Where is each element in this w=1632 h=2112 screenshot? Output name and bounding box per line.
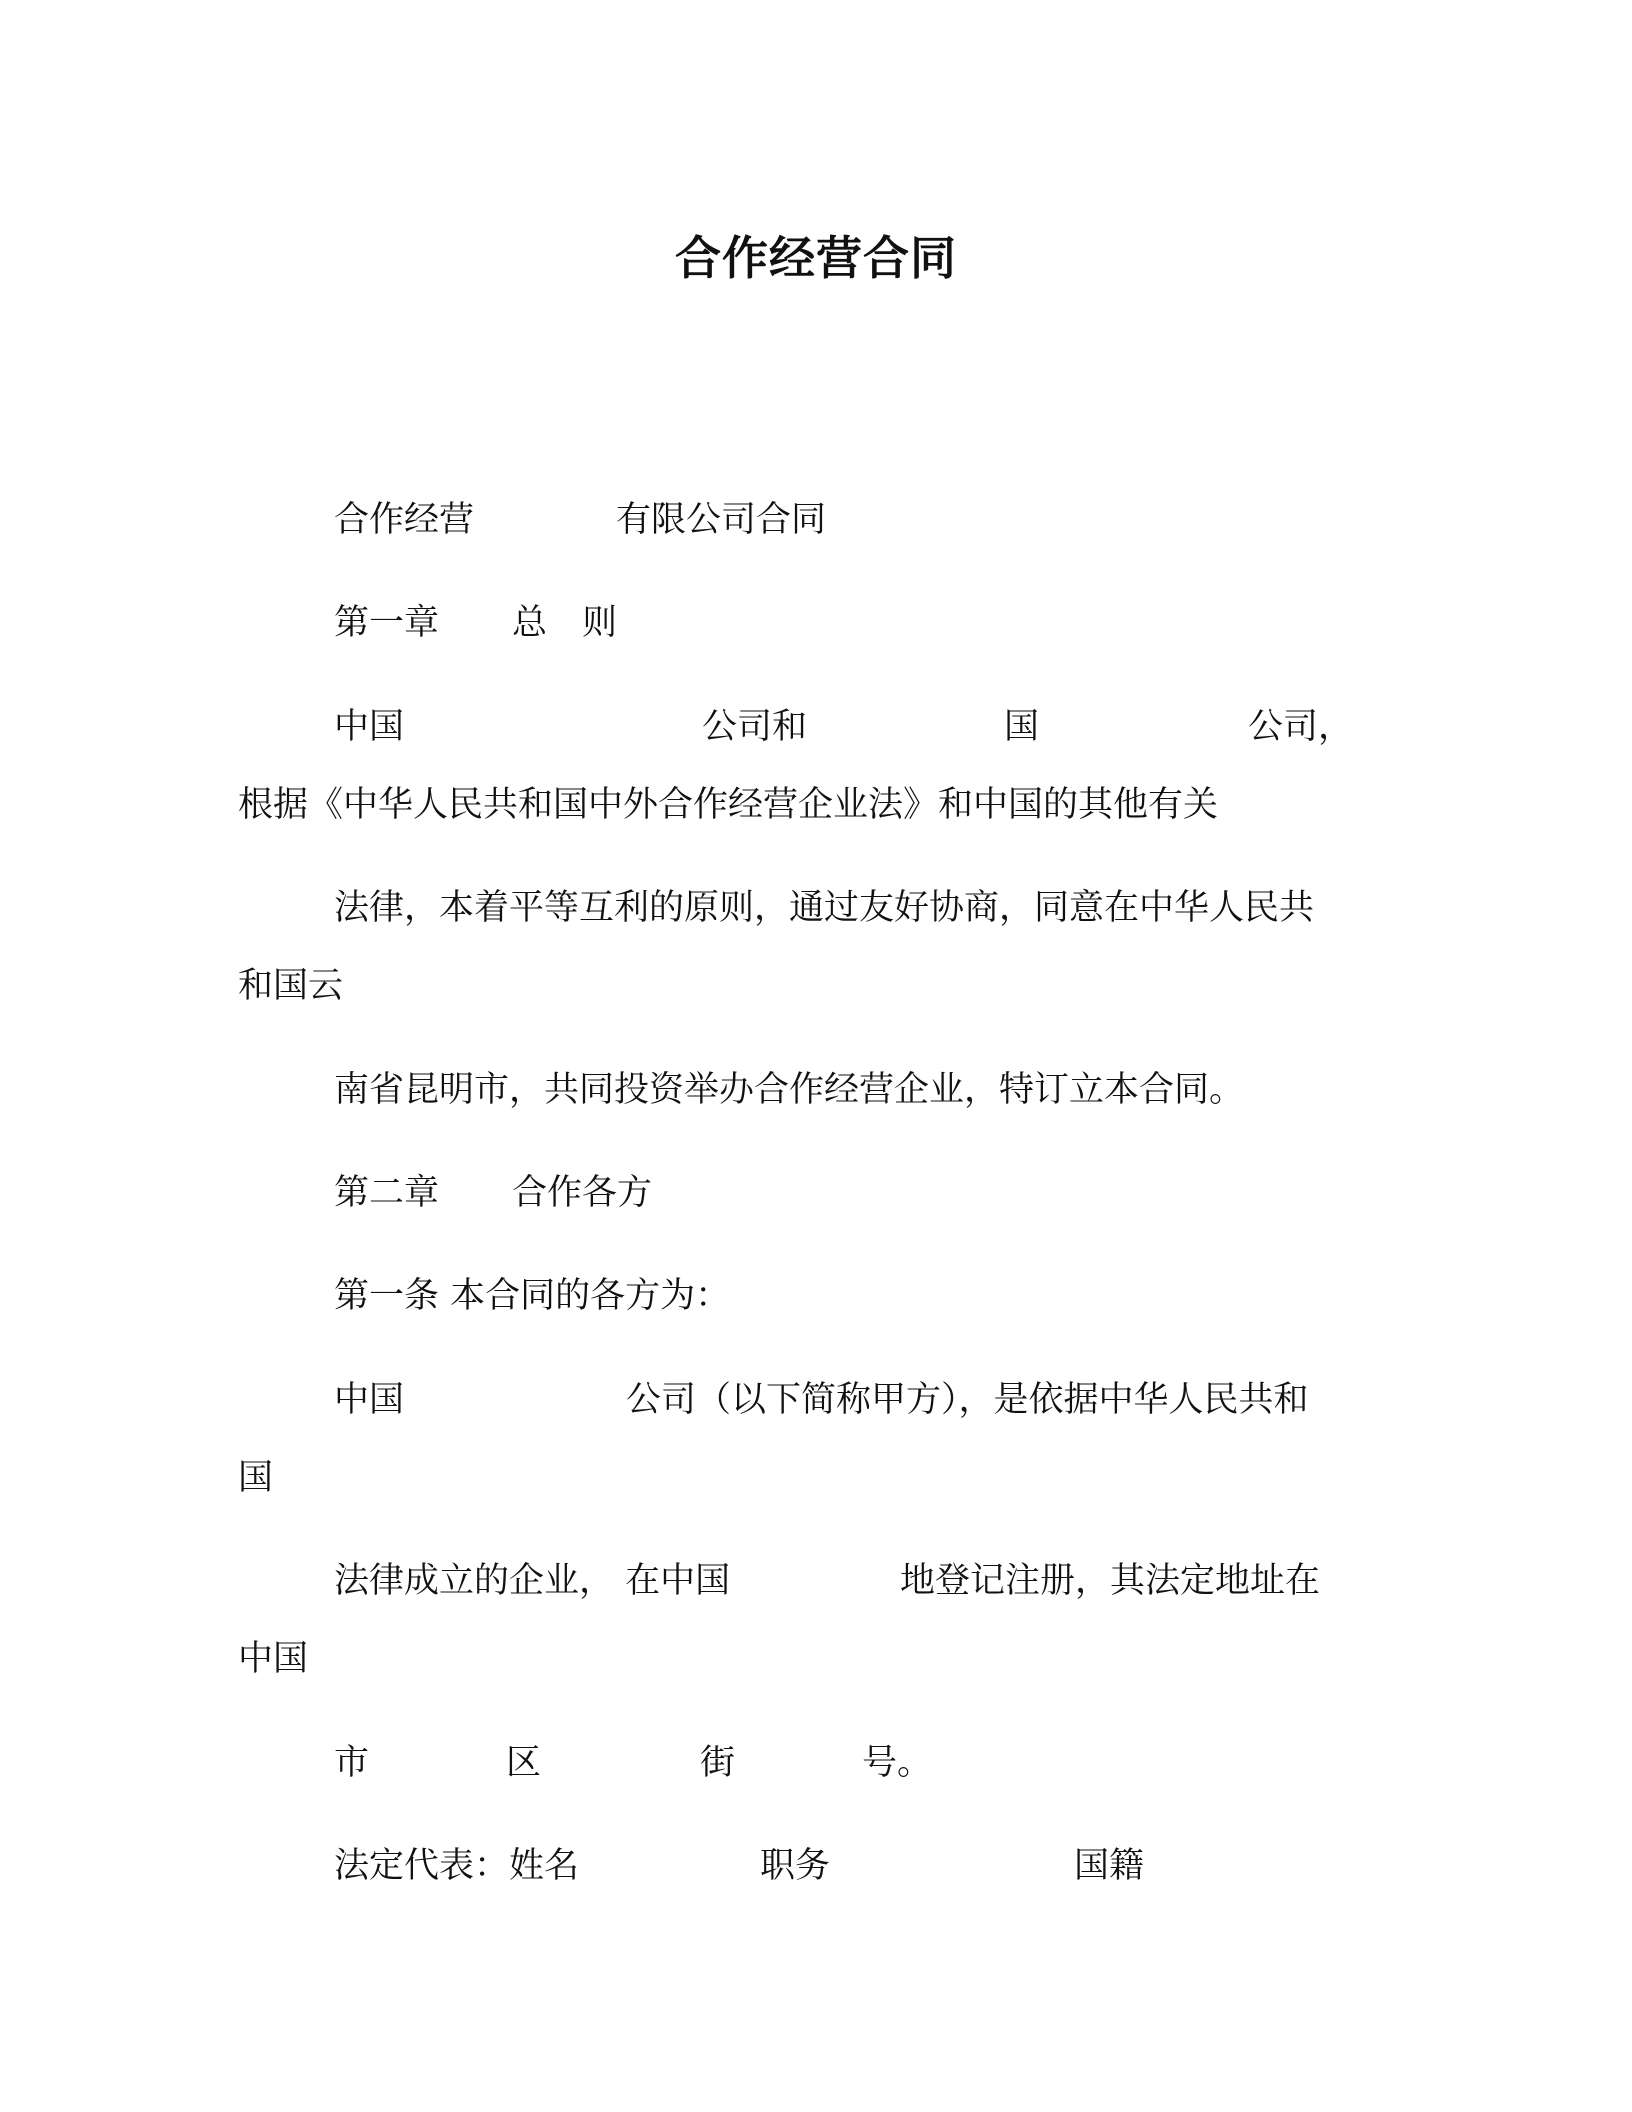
text-segment: 市: [334, 1743, 370, 1783]
text-segment: 中国: [334, 707, 405, 747]
chapter-title-part: 合作各方: [512, 1173, 653, 1213]
text-segment: 中国: [334, 1380, 405, 1420]
paragraph-line: 中国: [238, 1639, 309, 1679]
text-segment: 公司和: [702, 707, 808, 747]
text-segment: 街: [700, 1743, 736, 1783]
paragraph-line: 南省昆明市，共同投资举办合作经营企业，特订立本合同。: [334, 1070, 1245, 1110]
text-segment: 国籍: [1074, 1846, 1145, 1886]
text-segment: 公司，: [1248, 707, 1354, 747]
paragraph-line: 国: [238, 1458, 274, 1498]
text-segment: 法律成立的企业， 在中国: [334, 1561, 731, 1601]
text-segment: 合作经营: [334, 500, 475, 540]
article-one-heading: 第一条 本合同的各方为：: [334, 1276, 731, 1316]
text-segment: 法定代表：姓名: [334, 1846, 580, 1886]
text-segment: 号。: [862, 1743, 933, 1783]
chapter-label: 第二章: [334, 1173, 440, 1213]
chapter-title-part: 总: [512, 603, 548, 643]
text-segment: 职务: [760, 1846, 831, 1886]
chapter-title-part: 则: [582, 603, 618, 643]
paragraph-line: 法律，本着平等互利的原则，通过友好协商，同意在中华人民共: [334, 888, 1315, 928]
text-segment: 公司（以下简称甲方），是依据中华人民共和: [626, 1380, 1309, 1420]
paragraph-line: 根据《中华人民共和国中外合作经营企业法》和中国的其他有关: [238, 785, 1219, 825]
text-segment: 国: [1004, 707, 1040, 747]
chapter-label: 第一章: [334, 603, 440, 643]
text-segment: 有限公司合同: [616, 500, 827, 540]
paragraph-line: 和国云: [238, 966, 344, 1006]
text-segment: 地登记注册，其法定地址在: [900, 1561, 1321, 1601]
text-segment: 区: [506, 1743, 542, 1783]
document-title: 合作经营合同: [675, 231, 957, 285]
